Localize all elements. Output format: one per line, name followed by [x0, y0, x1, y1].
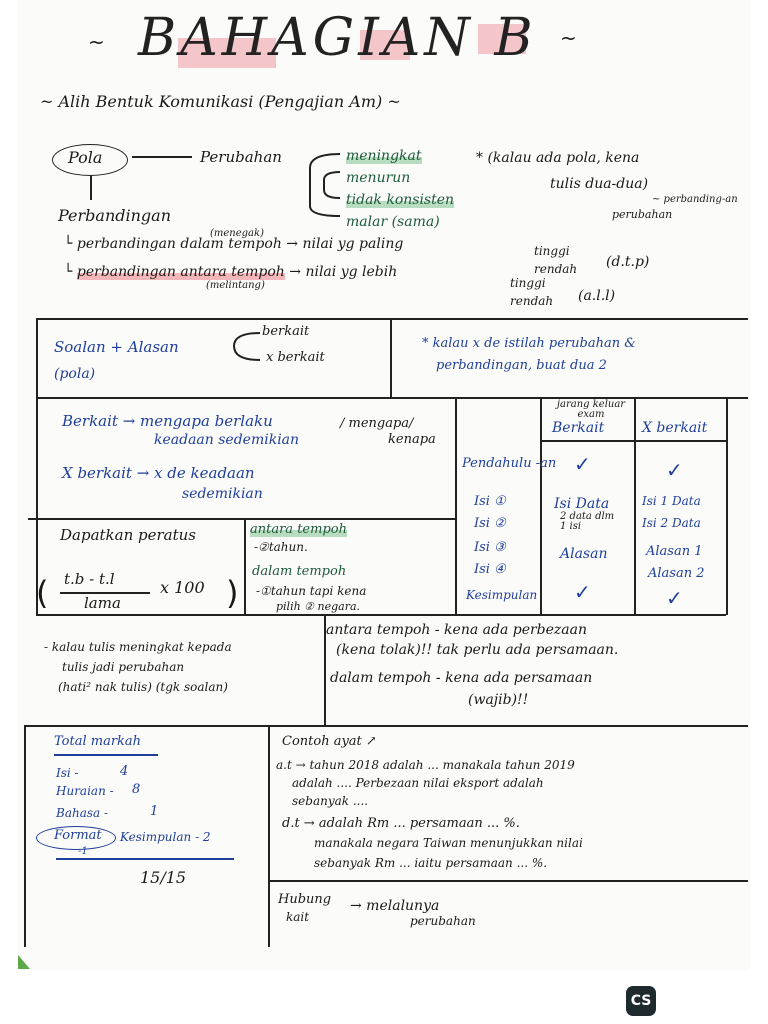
divider: [28, 518, 456, 520]
check-icon: ✓: [666, 458, 683, 482]
contoh-line-5: manakala negara Taiwan menunjukkan nilai: [314, 836, 583, 850]
pola-note: (pola): [54, 366, 96, 382]
divider: [455, 397, 457, 615]
dalam-tempoh: dalam tempoh: [252, 564, 347, 579]
row1-rendah: rendah: [534, 262, 578, 276]
x-berkait-line-1: X berkait → x de keadaan: [62, 464, 255, 482]
divider: [36, 318, 38, 398]
peratus-title: Dapatkan peratus: [60, 526, 196, 544]
antara-tempoh: antara tempoh: [250, 522, 347, 537]
corner-mark: [18, 955, 30, 969]
berkait-alasan: Alasan: [560, 546, 608, 562]
markah-format-sub: -1: [78, 846, 88, 857]
divider: [726, 397, 728, 615]
mid-right-1: antara tempoh - kena ada perbezaan: [326, 622, 588, 638]
row-isi-3: Isi ③: [474, 540, 506, 555]
paren-left: (: [36, 574, 49, 612]
contoh-line-3: sebanyak ....: [292, 794, 369, 808]
markah-title: Total markah: [54, 734, 142, 749]
contoh-line-1: a.t → tahun 2018 adalah ... manakala tahun 2019: [276, 758, 575, 772]
perubahan-note: perubahan: [410, 914, 476, 928]
divider: [24, 725, 26, 947]
x-berkait-line-2: sedemikian: [182, 486, 263, 502]
divider: [36, 397, 748, 399]
table-header-berkait: Berkait: [552, 420, 605, 436]
title-deco-left: ~: [88, 30, 105, 54]
divider: [540, 397, 542, 615]
x-alasan-1: Alasan 1: [646, 544, 703, 559]
contoh-title: Contoh ayat ↗: [282, 734, 377, 749]
markah-bahasa: Bahasa -: [56, 806, 109, 820]
row2-rendah: rendah: [510, 294, 554, 308]
berkait-line-2: keadaan sedemikian: [154, 432, 300, 448]
kait-label: kait: [286, 910, 310, 924]
berkait-line-3: / mengapa/: [340, 416, 414, 431]
section-subtitle: ~ Alih Bentuk Komunikasi (Pengajian Am) ~: [40, 92, 401, 111]
check-icon: ✓: [666, 586, 683, 610]
divider: [24, 725, 748, 727]
connector-line: [132, 156, 192, 158]
dalam-negara: pilih ② negara.: [276, 600, 361, 613]
melintang-label: (melintang): [206, 280, 265, 291]
divider: [268, 880, 748, 882]
markah-isi: Isi -: [56, 766, 79, 780]
underline: [54, 754, 158, 756]
markah-bahasa-value: 1: [150, 804, 159, 819]
check-icon: ✓: [574, 580, 591, 604]
pola-item-tidak-konsisten: tidak konsisten: [346, 192, 455, 208]
title-deco-right: ~: [560, 26, 577, 50]
x-alasan-2: Alasan 2: [648, 566, 705, 581]
mid-left-2: tulis jadi perubahan: [62, 660, 185, 674]
perubahan-label: Perubahan: [200, 148, 282, 166]
row-pendahuluan: Pendahulu -an: [462, 456, 557, 471]
dalam-tahun: -①tahun tapi kena: [256, 584, 367, 598]
mid-right-2: (kena tolak)!! tak perlu ada persamaan.: [336, 642, 619, 658]
divider: [244, 518, 246, 615]
soalan-alasan: Soalan + Alasan: [54, 338, 179, 356]
row-isi-1: Isi ①: [474, 494, 506, 509]
mid-left-1: - kalau tulis meningkat kepada: [44, 640, 232, 654]
divider: [36, 614, 726, 616]
paren-right: ): [226, 574, 239, 612]
mid-right-3: dalam tempoh - kena ada persamaan: [330, 670, 593, 686]
hubung-label: Hubung: [278, 892, 332, 907]
row1-dtp: (d.t.p): [606, 254, 650, 270]
row2-tinggi: tinggi: [510, 276, 546, 290]
berkait-note: 2 data dlm 1 isi: [560, 511, 615, 532]
mid-right-4: (wajib)!!: [468, 692, 529, 708]
x-isi-1-data: Isi 1 Data: [642, 494, 701, 508]
row-isi-2: Isi ②: [474, 516, 506, 531]
markah-total: 15/15: [140, 868, 187, 887]
perbandingan-dalam: └ perbandingan dalam tempoh → nilai yg paling: [64, 236, 404, 252]
row2-all: (a.l.l): [578, 288, 616, 304]
markah-huraian-value: 8: [132, 782, 141, 797]
table-header-jarang: jarang keluar exam: [556, 399, 626, 420]
melalunya-label: → melalunya: [350, 898, 440, 914]
page-title: BAHAGIAN B: [138, 8, 537, 68]
peratus-numerator: t.b - t.l: [64, 570, 115, 588]
divider: [634, 397, 636, 615]
bracket-icon: [224, 330, 264, 364]
underline: [56, 858, 234, 860]
check-icon: ✓: [574, 452, 591, 476]
antara-tahun: -②tahun.: [254, 540, 308, 554]
divider: [390, 318, 392, 398]
contoh-line-4: d.t → adalah Rm ... persamaan ... %.: [282, 816, 520, 831]
pola-label: Pola: [68, 148, 103, 167]
contoh-line-2: adalah .... Perbezaan nilai eksport adalah: [292, 776, 544, 790]
menegak-label: (menegak): [210, 228, 264, 239]
opt-berkait: berkait: [262, 324, 310, 339]
peratus-times: x 100: [160, 578, 205, 597]
mid-left-3: (hati² nak tulis) (tgk soalan): [58, 680, 228, 694]
note-perubahan: perubahan: [612, 208, 673, 221]
note-kalau-pola: * (kalau ada pola, kena: [476, 150, 640, 166]
divider: [540, 440, 726, 442]
row1-tinggi: tinggi: [534, 244, 570, 258]
berkait-line-1: Berkait → mengapa berlaku: [62, 412, 273, 430]
bracket-icon: [290, 150, 346, 220]
berkait-line-4: kenapa: [388, 432, 436, 447]
table-header-x-berkait: X berkait: [642, 420, 708, 436]
pola-item-meningkat: meningkat: [346, 148, 422, 164]
pola-item-malar: malar (sama): [346, 214, 440, 230]
connector-line: [90, 176, 92, 200]
note-tulis-dua: tulis dua-dua): [550, 176, 649, 192]
row-kesimpulan: Kesimpulan: [466, 588, 538, 602]
perbandingan-antara: └ perbandingan antara tempoh → nilai yg lebih: [64, 264, 398, 280]
divider: [36, 318, 748, 320]
markah-format: Format: [54, 828, 102, 843]
peratus-denominator: lama: [84, 594, 121, 612]
note-perbandingan: ~ perbanding-an: [652, 194, 738, 205]
berkait-isi-data: Isi Data: [554, 496, 610, 512]
contoh-line-6: sebanyak Rm ... iaitu persamaan ... %.: [314, 856, 548, 870]
pola-item-menurun: menurun: [346, 170, 411, 186]
opt-x-berkait: x berkait: [266, 350, 325, 365]
markah-isi-value: 4: [120, 764, 129, 779]
camscanner-logo: CS: [626, 986, 656, 1016]
divider: [268, 725, 270, 947]
soalan-note-1: * kalau x de istilah perubahan &: [422, 336, 636, 351]
row-isi-4: Isi ④: [474, 562, 506, 577]
markah-kesimpulan: Kesimpulan - 2: [120, 830, 211, 844]
x-isi-2-data: Isi 2 Data: [642, 516, 701, 530]
markah-huraian: Huraian -: [56, 784, 114, 798]
perbandingan-label: Perbandingan: [58, 206, 171, 225]
soalan-note-2: perbandingan, buat dua 2: [436, 358, 607, 373]
